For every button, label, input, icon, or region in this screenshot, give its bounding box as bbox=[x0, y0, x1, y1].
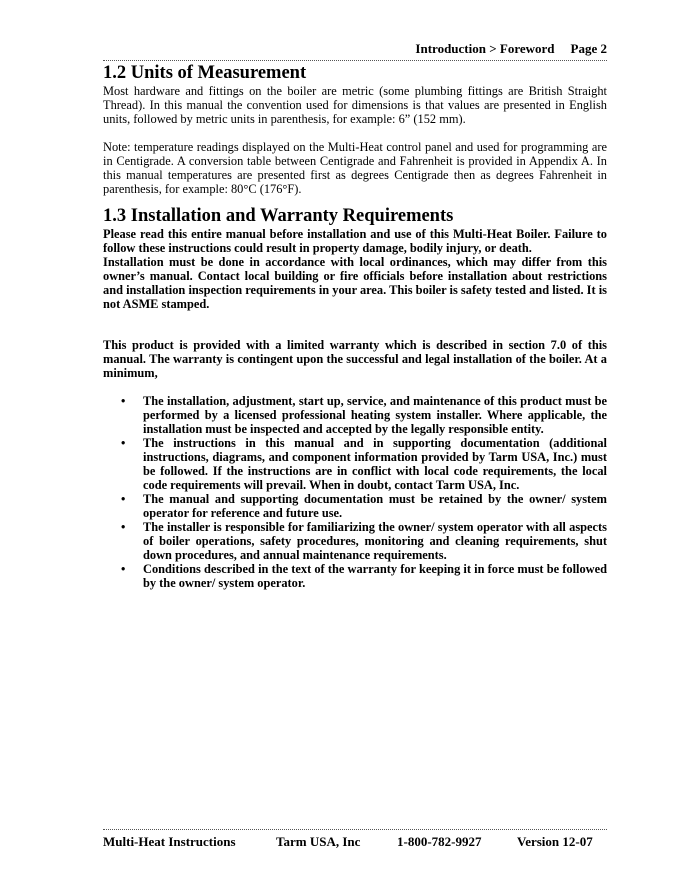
section-1-3-paragraph-2: Installation must be done in accordance with local ordinances, which may differ from this owner’s manual. Contact local building or fire officials before installation about restrictions and installation inspection requirements in your area. This boiler is safety tested and listed. It is not ASME stamped. bbox=[103, 255, 607, 311]
section-1-2-paragraph-2: Note: temperature readings displayed on the Multi-Heat control panel and used for programming are in Centigrade. A conversion table between Centigrade and Fahrenheit is provided in Appendix A. In this manual temperatures are presented first as degrees Centigrade then as degrees Fahrenheit in parenthesis, for example: 80°C (176°F). bbox=[103, 140, 607, 196]
list-item-text: The installer is responsible for familiarizing the owner/ system operator with all aspects of boiler operations, safety procedures, monitoring and cleaning requirements, shut down procedures, and annual maintenance requirements. bbox=[143, 520, 607, 562]
page-header bbox=[103, 42, 607, 61]
footer-document-name: Multi-Heat Instructions bbox=[103, 834, 236, 849]
page-content bbox=[103, 63, 607, 590]
footer-phone: 1-800-782-9927 bbox=[397, 834, 482, 849]
bullet-glyph: • bbox=[121, 562, 126, 576]
list-item bbox=[103, 520, 607, 562]
list-item-text: Conditions described in the text of the warranty for keeping it in force must be followed by the owner/ system operator. bbox=[143, 562, 607, 590]
list-item-text: The installation, adjustment, start up, service, and maintenance of this product must be performed by a licensed professional heating system installer. Where applicable, the installation must be inspected and accepted by the legally responsible entity. bbox=[143, 394, 607, 436]
bullet-glyph: • bbox=[121, 520, 126, 534]
section-1-2-paragraph-1: Most hardware and fittings on the boiler are metric (some plumbing fittings are British Straight Thread). In this manual the convention used for dimensions is that values are presented in English units, followed by metric units in parenthesis, for example: 6” (152 mm). bbox=[103, 84, 607, 126]
bullet-glyph: • bbox=[121, 492, 126, 506]
section-1-3-title: 1.3 Installation and Warranty Requirements bbox=[103, 206, 454, 226]
list-item bbox=[103, 562, 607, 590]
footer-company: Tarm USA, Inc bbox=[276, 834, 361, 849]
section-1-2-title: 1.2 Units of Measurement bbox=[103, 63, 307, 83]
header-breadcrumb: Introduction > Foreword bbox=[415, 41, 555, 56]
header-page-number: Page 2 bbox=[570, 41, 607, 56]
bullet-glyph: • bbox=[121, 394, 126, 408]
bullet-glyph: • bbox=[121, 436, 126, 450]
list-item-text: The instructions in this manual and in supporting documentation (additional instructions, diagrams, and component information provided by Tarm USA, Inc.) must be followed. If the instructions are in conflict with local code requirements, the local code requirements will prevail. When in doubt, contact Tarm USA, Inc. bbox=[143, 436, 607, 492]
page-footer bbox=[103, 829, 607, 854]
section-1-3-paragraph-1: Please read this entire manual before installation and use of this Multi-Heat Boiler. Failure to follow these instructions could result in property damage, bodily injury, or death. bbox=[103, 227, 607, 255]
list-item bbox=[103, 394, 607, 436]
list-item bbox=[103, 492, 607, 520]
section-1-3-paragraph-3: This product is provided with a limited warranty which is described in section 7.0 of this manual. The warranty is contingent upon the successful and legal installation of the boiler. At a minimum, bbox=[103, 338, 607, 380]
list-item bbox=[103, 436, 607, 492]
list-item-text: The manual and supporting documentation must be retained by the owner/ system operator for reference and future use. bbox=[143, 492, 607, 520]
warranty-requirements-list bbox=[103, 394, 607, 590]
footer-version: Version 12-07 bbox=[517, 834, 593, 849]
